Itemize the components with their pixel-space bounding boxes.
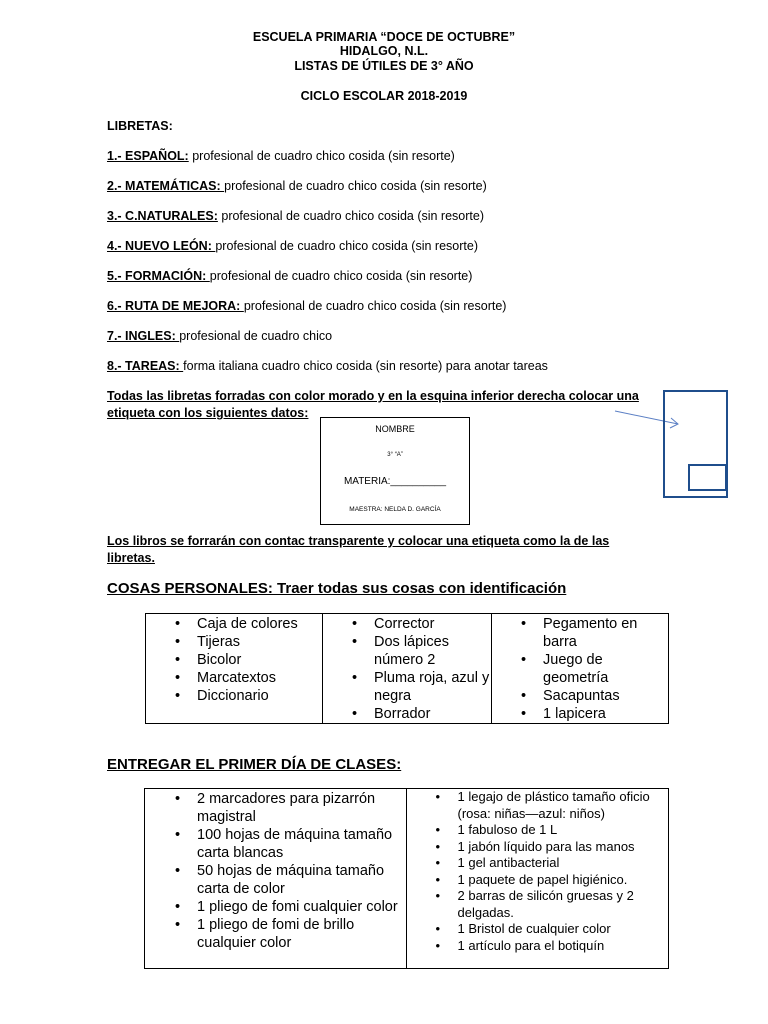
libreta-item: 7.- INGLES: profesional de cuadro chico (107, 329, 333, 343)
arrow-line (615, 411, 678, 424)
libretas-heading: LIBRETAS: (107, 119, 173, 133)
list-item: • 50 hojas de máquina tamaño carta de color (197, 862, 400, 898)
school-name: ESCUELA PRIMARIA “DOCE DE OCTUBRE” (252, 30, 516, 44)
list-item: • 1 lapicera (543, 705, 668, 723)
personales-col-3 (492, 614, 669, 724)
label-grado: 3° “A” (387, 452, 403, 458)
entregar-table (144, 788, 669, 969)
list-item: • 1 Bristol de cualquier color (458, 921, 655, 938)
libros-note: Los libros se forrarán con contac transparente y colocar una etiqueta como la de las libretas. (107, 534, 610, 565)
libreta-item: 4.- NUEVO LEÓN: profesional de cuadro chico cosida (sin resorte) (107, 239, 478, 253)
label-materia: MATERIA:__________ (343, 476, 447, 487)
list-item: • 1 jabón líquido para las manos (458, 839, 655, 856)
list-title: LISTAS DE ÚTILES DE 3° AÑO (294, 59, 474, 73)
list-item: • 1 pliego de fomi cualquier color (197, 898, 400, 916)
personales-table (145, 613, 669, 724)
libreta-item: 2.- MATEMÁTICAS: profesional de cuadro chico cosida (sin resorte) (107, 179, 487, 193)
list-item: • Marcatextos (197, 669, 322, 687)
list-item: • Juego de geometría (543, 651, 668, 687)
list-item: • 2 barras de silicón gruesas y 2 delgadas. (458, 888, 655, 921)
label-nombre: NOMBRE (375, 424, 415, 434)
notebook-diagram (600, 385, 735, 505)
label-maestra: MAESTRA: NELDA D. GARCÍA (349, 506, 441, 513)
list-item: • Caja de colores (197, 615, 322, 633)
list-item: • Pegamento en barra (543, 615, 668, 651)
entregar-col-2 (406, 789, 669, 969)
list-item: • Corrector (374, 615, 491, 633)
list-item: • Tijeras (197, 633, 322, 651)
list-item: • Pluma roja, azul y negra (374, 669, 491, 705)
entregar-heading: ENTREGAR EL PRIMER DÍA DE CLASES: (107, 756, 402, 773)
list-item: • 1 legajo de plástico tamaño oficio (rosa: niñas—azul: niños) (458, 789, 655, 822)
entregar-col-1 (145, 789, 407, 969)
libreta-item: 6.- RUTA DE MEJORA: profesional de cuadro chico cosida (sin resorte) (107, 299, 507, 313)
libreta-item: 1.- ESPAÑOL: profesional de cuadro chico cosida (sin resorte) (107, 149, 455, 163)
list-item: • 100 hojas de máquina tamaño carta blancas (197, 826, 400, 862)
school-cycle: CICLO ESCOLAR 2018-2019 (300, 89, 468, 103)
notebook-outline (664, 391, 727, 497)
sample-label (320, 417, 470, 525)
libreta-item: 5.- FORMACIÓN: profesional de cuadro chico cosida (sin resorte) (107, 269, 473, 283)
list-item: • 1 paquete de papel higiénico. (458, 872, 655, 889)
libretas-note: Todas las libretas forradas con color morado y en la esquina inferior derecha colocar una etiqueta con los siguientes datos: (107, 389, 639, 420)
list-item: • 2 marcadores para pizarrón magistral (197, 790, 400, 826)
libreta-item: 3.- C.NATURALES: profesional de cuadro chico cosida (sin resorte) (107, 209, 484, 223)
city: HIDALGO, N.L. (339, 44, 429, 58)
list-item: • 1 fabuloso de 1 L (458, 822, 655, 839)
list-item: • Diccionario (197, 687, 322, 705)
notebook-label-corner (689, 465, 726, 490)
personales-col-2 (323, 614, 492, 724)
personales-col-1 (146, 614, 323, 724)
list-item: • Borrador (374, 705, 491, 723)
list-item: • Bicolor (197, 651, 322, 669)
personales-heading: COSAS PERSONALES: Traer todas sus cosas con identificación (107, 580, 567, 597)
list-item: • Sacapuntas (543, 687, 668, 705)
libreta-item: 8.- TAREAS: forma italiana cuadro chico cosida (sin resorte) para anotar tareas (107, 359, 548, 373)
list-item: • 1 artículo para el botiquín (458, 938, 655, 955)
list-item: • 1 gel antibacterial (458, 855, 655, 872)
list-item: • Dos lápices número 2 (374, 633, 491, 669)
list-item: • 1 pliego de fomi de brillo cualquier color (197, 916, 400, 952)
